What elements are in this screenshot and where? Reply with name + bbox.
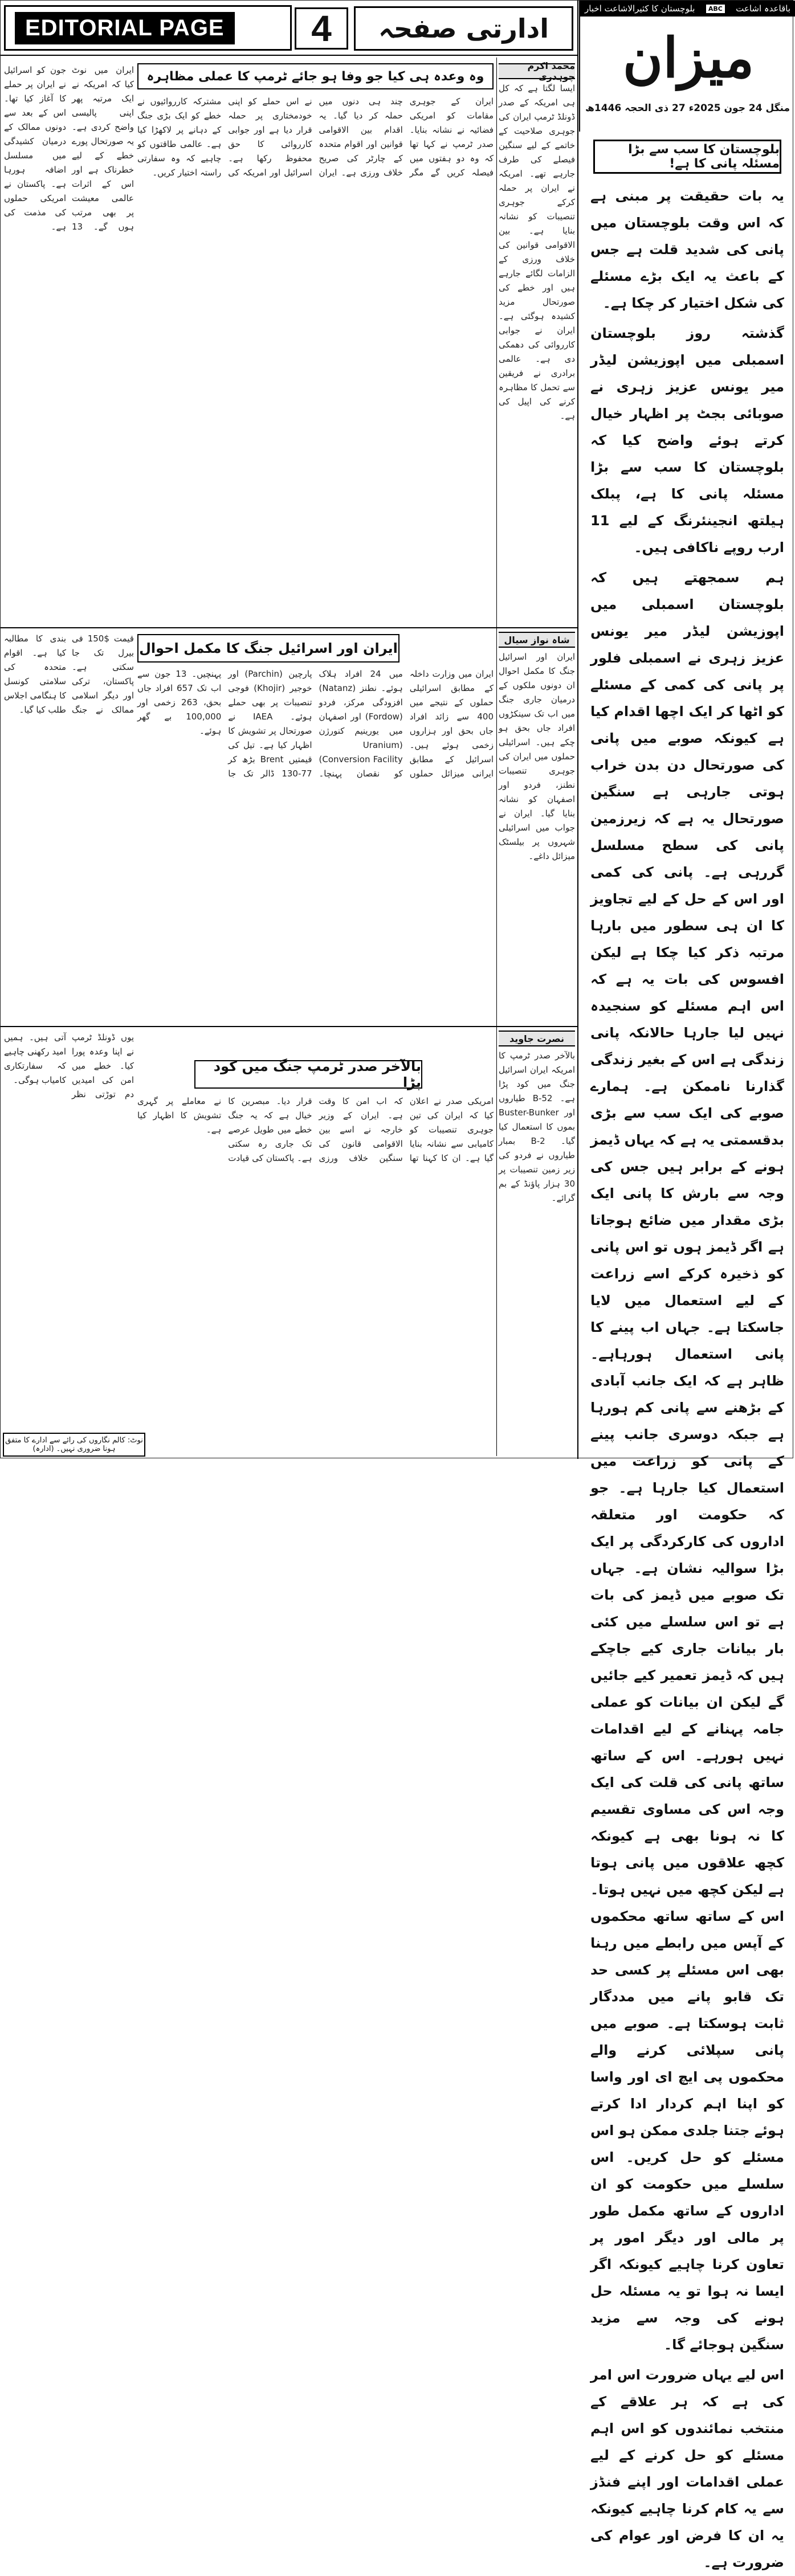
headline-trump-war: بالآخر صدر ٹرمپ جنگ میں کود پڑا: [194, 1060, 422, 1089]
column-divider: [577, 1, 578, 1459]
article-iran-israel-text: ایران میں وزارت داخلہ کے مطابق اسرائیلی حملوں کے نتیجے میں 400 سے زائد افراد جاں بحق اور ہزاروں زخمی ہوئے ہیں۔ اسرائیل کے مطابق ایرانی میزائل حملوں میں 24 افراد ہلاک ہوئے۔ نطنز (Natanz) افزودگی مرکز، فردو (Fordow) اور اصفہان میں یورینیم کنورژن (Uranium Conversion Facility) کو نقصان پہنچا۔ پارچین (Parchin) اور خوجیر (Khojir) فوجی تنصیبات پر بھی حملے ہوئے۔ IAEA نے صورتحال پر تشویش کا اظہار کیا ہے۔ تیل کی قیمتیں Brent بڑھ کر 77-130 ڈالر تک جا پہنچیں۔ 13 جون سے اب تک 657 افراد جاں بحق، 263 زخمی اور 100,000 بے گھر ہوئے۔: [137, 669, 494, 779]
editorial-paragraph: ہم سمجھتے ہیں کہ بلوچستان اسمبلی میں اپوزیشن لیڈر میر یونس عزیز زہری نے اسمبلی فلور پر پانی کی کمی کے مسئلے کو اٹھا کر ایک اچھا اقدام کیا ہے کیونکہ صوبے میں پانی کی صورتحال دن بدن خراب ہوتی جارہی ہے سنگین صورتحال یہ ہے کہ زیرزمین پانی کی سطح مسلسل گررہی ہے۔ پانی کی کمی اور اس کے حل کے لیے تجاویز کا ان ہی سطور میں بارہا مرتبہ ذکر کیا چکا ہے لیکن افسوس کی بات یہ ہے کہ اس اہم مسئلے کو سنجیدہ نہیں لیا جارہا حالانکہ پانی زندگی ہے اس کے بغیر زندگی گذارنا ناممکن ہے۔ ہمارے صوبے کی ایک سب سے بڑی بدقسمتی یہ ہے کہ یہاں ڈیمز ہونے کے برابر ہیں جس کی وجہ سے بارش کا پانی ایک بڑی مقدار میں ضائع ہوجاتا ہے اگر ڈیمز ہوں تو اس پانی کو ذخیرہ کرکے اسے زراعت کے لیے استعمال میں لایا جاسکتا ہے۔ جہاں اب پینے کا پانی استعمال ہورہاہے۔ ظاہر ہے کہ ایک جانب آبادی کے بڑھنے سے پانی کم ہورہا ہے جبکہ دوسری جانب پینے کے پانی کو زراعت میں استعمال کیا جارہا ہے۔ جو کہ حکومت اور متعلقہ اداروں کی کارکردگی پر ایک بڑا سوالیہ نشان ہے۔ جہاں تک صوبے میں ڈیمز کی بات ہے تو اس سلسلے میں کئی بار بیانات جاری کیے جاچکے ہیں کہ ڈیمز تعمیر کیے جائیں گے لیکن ان بیانات کو عملی جامہ پہنانے کے لیے اقدامات نہیں ہورہے۔ اس کے ساتھ ساتھ پانی کی قلت کی ایک وجہ اس کی مساوی تقسیم کا نہ ہونا بھی ہے کیونکہ کچھ علاقوں میں پانی ہوتا ہے لیکن کچھ میں نہیں ہوتا۔ اس کے ساتھ ساتھ محکموں کے آپس میں رابطے میں رہنا بھی اس مسئلے پر کسی حد تک قابو پانے میں مددگار ثابت ہوسکتا ہے۔ صوبے میں پانی سپلائی کرنے والے محکموں پی ایچ ای اور واسا کو اپنا اہم کردار ادا کرتے ہوئے جتنا جلدی ممکن ہو اس مسئلے کو حل کریں۔ اس سلسلے میں حکومت کو ان اداروں کے ساتھ مکمل طور پر مالی اور دیگر امور پر تعاون کرنا چاہیے کیونکہ اگر ایسا نہ ہوا تو یہ مسئلہ حل ہونے کی وجہ سے مزید سنگین ہوجائے گا۔: [590, 570, 784, 2353]
article-left-mid-text: قیمت $150 فی بیرل تک جا سکتی ہے۔ پاکستان، ترکی اور دیگر اسلامی ممالک نے جنگ بندی کا مطالبہ کیا ہے۔ اقوام متحدہ کی سلامتی کونسل کا ہنگامی اجلاس طلب کیا گیا۔: [4, 633, 134, 715]
masthead-strip: [580, 1, 795, 17]
article-shah-text: ایران اور اسرائیل جنگ کا مکمل احوال ان دونوں ملکوں کے درمیان جاری جنگ میں اب تک سینکڑوں افراد جاں بحق ہو چکے ہیں۔ اسرائیلی حملوں میں ایران کی جوہری تنصیبات نطنز، فردو اور اصفہان کو نشانہ بنایا گیا۔ ایران نے جواب میں اسرائیلی شہروں پر بیلسٹک میزائل داغے۔: [499, 652, 575, 861]
urdu-page-title: ادارتی صفحہ: [354, 6, 573, 51]
byline-shah: شاہ نواز سیال: [499, 632, 575, 648]
abc-badge: ABC: [706, 5, 725, 13]
editorial-page-label: EDITORIAL PAGE: [15, 12, 235, 44]
editorial-page-banner: [4, 5, 292, 51]
editorial-body: [590, 183, 784, 2570]
page-number: 4: [295, 7, 348, 50]
byline-chaudhry: محمد اکرم چوہدری: [499, 63, 575, 79]
header-divider: [1, 55, 577, 56]
byline-nusrat: نصرت جاوید: [499, 1031, 575, 1046]
section-divider: [1, 627, 577, 628]
article-trump-promise-text: ایران کے جوہری مقامات کو امریکی فضائیہ نے نشانہ بنایا۔ صدر ٹرمپ نے کہا تھا کہ وہ دو ہفتوں میں فیصلہ کریں گے مگر چند ہی دنوں میں حملہ کر دیا گیا۔ یہ اقدام بین الاقوامی قوانین اور اقوام متحدہ کے چارٹر کی صریح خلاف ورزی ہے۔ ایران نے اس حملے کو اپنی خودمختاری پر حملہ قرار دیا ہے اور جوابی کارروائی کا حق محفوظ رکھا ہے۔ اسرائیل اور امریکہ کی مشترکہ کارروائیوں نے خطے کو ایک بڑی جنگ کے دہانے پر لاکھڑا کیا ہے۔ عالمی طاقتوں کو چاہیے کہ وہ سفارتی راستہ اختیار کریں۔: [137, 96, 494, 178]
article-chaudhry-text: ایسا لگتا ہے کہ کل ہی امریکہ کے صدر ڈونلڈ ٹرمپ ایران کی جوہری صلاحیت کے خاتمے کے لیے سنگین فیصلے کی طرف جارہے تھے۔ امریکہ نے ایران پر حملہ کرکے جوہری تنصیبات کو نشانہ بنایا ہے۔ بین الاقوامی قوانین کی خلاف ورزی کے الزامات لگائے جارہے ہیں اور خطے کی صورتحال مزید کشیدہ ہوگئی ہے۔ ایران نے جوابی کارروائی کی دھمکی دی ہے۔ عالمی برادری نے فریقین سے تحمل کا مظاہرہ کرنے کی اپیل کی ہے۔: [499, 83, 575, 421]
strip-left-text: بلوچستان کا کثیرالاشاعت اخبار: [585, 3, 695, 14]
issue-date: منگل 24 جون 2025ء 27 ذی الحجہ 1446ھ: [585, 103, 790, 114]
strip-right-text: باقاعدہ اشاعت: [736, 3, 790, 14]
article-trump-war-text: امریکی صدر نے اعلان کیا کہ ایران کی تین جوہری تنصیبات کو کامیابی سے نشانہ بنایا گیا ہے۔ ان کا کہنا تھا کہ اب امن کا وقت ہے۔ ایران کے وزیر خارجہ نے اسے بین الاقوامی قانون کی سنگین خلاف ورزی قرار دیا۔ مبصرین کا خیال ہے کہ یہ جنگ خطے میں طویل عرصے تک جاری رہ سکتی ہے۔ پاکستان کی قیادت نے معاملے پر گہری تشویش کا اظہار کیا ہے۔: [137, 1096, 494, 1163]
masthead: [579, 1, 794, 132]
article-left-bottom-text: یوں ڈونلڈ ٹرمپ نے اپنا وعدہ پورا کیا۔ خطے میں امن کی امیدیں دم توڑتی نظر آتی ہیں۔ ہمیں امید رکھنی چاہیے کہ سفارتکاری کامیاب ہوگی۔: [4, 1032, 134, 1099]
column-divider: [496, 58, 497, 1456]
editorial-headline: بلوچستان کا سب سے بڑا مسئلہ پانی کا ہے!: [593, 140, 781, 174]
newspaper-logo: میزان: [622, 25, 755, 90]
article-left-top-text: ایران میں نوٹ کیا کہ امریکہ نے ایک مرتبہ پھر اپنی پالیسی واضح کردی ہے۔ یہ صورتحال پورے خطے کے لیے خطرناک ہے اور اس کے اثرات عالمی معیشت پر بھی مرتب ہوں گے۔ 13 جون کو اسرائیل نے ایران پر حملے کا آغاز کیا تھا۔ اس کے بعد سے دونوں ممالک کے درمیان کشیدگی میں مسلسل اضافہ ہورہا ہے۔ پاکستان نے امریکی حملوں کی مذمت کی ہے۔: [4, 65, 134, 232]
headline-iran-israel: ایران اور اسرائیل جنگ کا مکمل احوال: [137, 634, 399, 663]
headline-trump-promise: وہ وعدہ ہی کیا جو وفا ہو جائے ٹرمپ کا عملی مظاہرہ: [137, 63, 494, 89]
editorial-paragraph: گذشتہ روز بلوچستان اسمبلی میں اپوزیشن لیڈر میر یونس عزیز زہری نے صوبائی بجٹ پر اظہار خیال کرتے ہوئے واضح کیا کہ بلوچستان کا سب سے بڑا مسئلہ پانی کا ہے، پبلک ہیلتھ انجینئرنگ کے لیے 11 ارب روپے ناکافی ہیں۔: [590, 325, 784, 555]
editorial-paragraph: اس لیے یہاں ضرورت اس امر کی ہے کہ ہر علاقے کے منتخب نمائندوں کو اس اہم مسئلے کو حل کرنے کے لیے عملی اقدامات اور اپنے فنڈز سے یہ کام کرنا چاہیے کیونکہ یہ ان کا فرض اور عوام کی ضرورت ہے۔: [590, 2367, 784, 2570]
article-nusrat-text: بالآخر صدر ٹرمپ کا امریکہ ایران اسرائیل جنگ میں کود پڑا ہے۔ B-52 طیاروں اور Buster-Bunker بموں کا استعمال کیا گیا۔ B-2 بمبار طیاروں نے فردو کی زیر زمین تنصیبات پر 30 ہزار پاؤنڈ کے بم گرائے۔: [499, 1050, 575, 1203]
editorial-paragraph: یہ بات حقیقت پر مبنی ہے کہ اس وقت بلوچستان میں پانی کی شدید قلت ہے جس کے باعث یہ ایک بڑے مسئلے کی شکل اختیار کر چکا ہے۔: [590, 188, 784, 311]
section-divider: [1, 1026, 577, 1027]
page-header: [1, 1, 576, 55]
disclaimer-note: نوٹ: کالم نگاروں کی رائے سے ادارے کا متفق ہونا ضروری نہیں۔ (ادارہ): [3, 1433, 145, 1457]
